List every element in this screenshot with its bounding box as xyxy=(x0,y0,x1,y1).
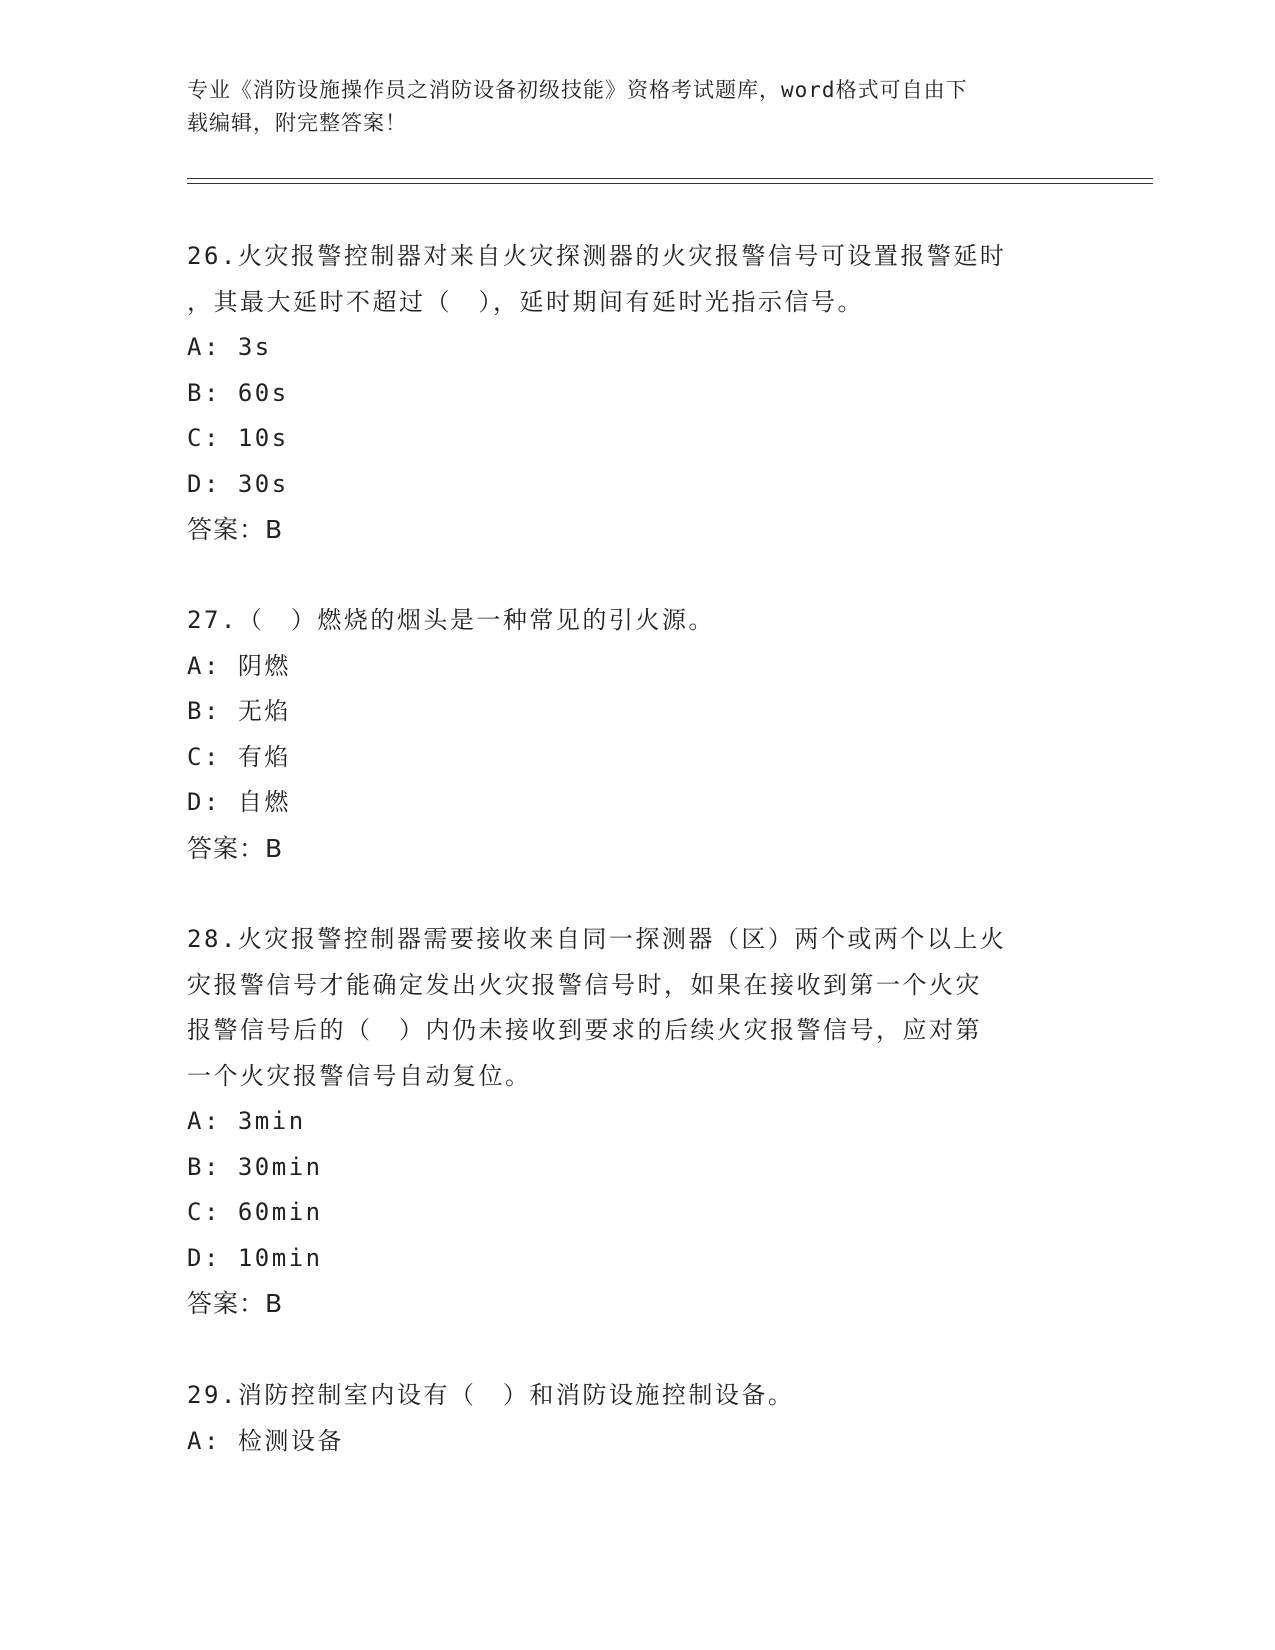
option-c: C: 有焰 xyxy=(187,742,291,771)
option-b: B: 30min xyxy=(187,1152,323,1181)
question-29 xyxy=(187,1373,1077,1464)
question-text-line: 27.（ ）燃烧的烟头是一种常见的引火源。 xyxy=(187,606,715,634)
question-text-line: 28.火灾报警控制器需要接收来自同一探测器（区）两个或两个以上火 xyxy=(187,925,1007,953)
header-divider-top xyxy=(187,178,1153,179)
option-b: B: 60s xyxy=(187,378,289,407)
option-d: D: 10min xyxy=(187,1243,323,1272)
answer-line: 答案：B xyxy=(187,833,284,863)
header-line-2: 载编辑，附完整答案！ xyxy=(187,111,407,135)
question-26 xyxy=(187,234,1077,553)
option-a: A: 3min xyxy=(187,1107,306,1135)
question-text-line: 灾报警信号才能确定发出火灾报警信号时，如果在接收到第一个火灾 xyxy=(187,970,982,999)
question-text-line: 26.火灾报警控制器对来自火灾探测器的火灾报警信号可设置报警延时 xyxy=(187,242,1007,270)
question-text-line: 一个火灾报警信号自动复位。 xyxy=(187,1061,532,1090)
option-c: C: 10s xyxy=(187,424,289,452)
answer-line: 答案：B xyxy=(187,515,284,544)
option-a: A: 3s xyxy=(187,333,272,361)
option-c: C: 60min xyxy=(187,1198,323,1226)
question-text-line: 29.消防控制室内设有（ ）和消防设施控制设备。 xyxy=(187,1381,795,1409)
option-a: A: 阴燃 xyxy=(187,651,291,680)
header-divider-bottom xyxy=(187,183,1153,184)
question-text-line: 报警信号后的（ ）内仍未接收到要求的后续火灾报警信号，应对第 xyxy=(187,1016,982,1044)
question-27 xyxy=(187,598,1077,871)
option-a: A: 检测设备 xyxy=(187,1426,344,1455)
option-d: D: 30s xyxy=(187,469,289,498)
option-d: D: 自燃 xyxy=(187,788,291,816)
document-header xyxy=(187,74,1067,140)
question-28 xyxy=(187,917,1077,1327)
header-line-1: 专业《消防设施操作员之消防设备初级技能》资格考试题库，word格式可自由下 xyxy=(187,78,968,102)
option-b: B: 无焰 xyxy=(187,697,291,725)
question-text-line: ，其最大延时不超过（ ），延时期间有延时光指示信号。 xyxy=(187,287,864,316)
answer-line: 答案：B xyxy=(187,1289,284,1318)
